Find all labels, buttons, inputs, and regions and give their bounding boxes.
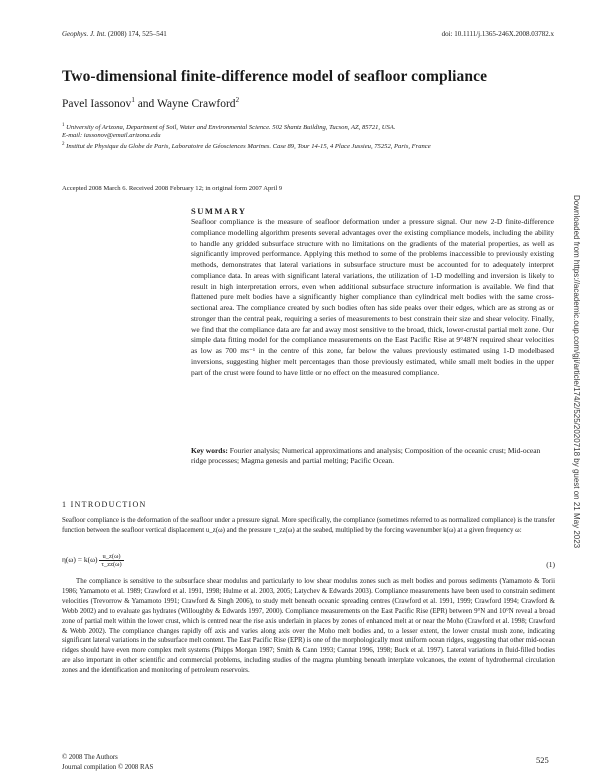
- submission-dates: Accepted 2008 March 6. Received 2008 February 12; in original form 2007 April 9: [62, 185, 283, 192]
- intro-paragraph-1: Seafloor compliance is the deformation of the seafloor under a pressure signal. More specifically, the compliance (sometimes referred to as normalized compliance) is the transfer function between the seafloor vertical displacement u_z(ω) and the pressure τ_zz(ω) at the seabed, multiplied by the forcing wavenumber k(ω) at a given frequency ω:: [62, 517, 555, 534]
- equation-number: (1): [546, 560, 555, 569]
- journal-compilation: Journal compilation © 2008 RAS: [62, 764, 154, 771]
- download-watermark-text[interactable]: Downloaded from https://academic.oup.com/gji/article/174/2/525/2020718 by guest on 21 May 2023: [572, 195, 581, 549]
- page-number: 525: [536, 755, 549, 765]
- summary-heading: SUMMARY: [191, 206, 247, 216]
- keywords-label: Key words:: [191, 446, 228, 455]
- affiliation-text: University of Arizona, Department of Soil, Water and Environmental Science. 502 Shantz Building, Tucson, AZ, 85721, USA.: [66, 124, 396, 132]
- keywords: [191, 446, 554, 466]
- author-name[interactable]: Pavel Iassonov: [62, 97, 132, 110]
- affiliation-marker: 2: [62, 142, 65, 147]
- author-superscript: 2: [235, 96, 240, 104]
- affiliation-text: Institut de Physique du Globe de Paris, Laboratoire de Géosciences Marines. Case 89, Tour 14-15, 4 Place Jussieu, 75252, Paris, France: [66, 143, 431, 151]
- equation-1: [62, 553, 555, 575]
- author-conjunction: and: [134, 97, 157, 110]
- author-name[interactable]: Wayne Crawford: [156, 97, 236, 110]
- copyright: © 2008 The Authors: [62, 754, 118, 761]
- equation-lhs: η(ω) = k(ω): [62, 555, 98, 565]
- affiliation-marker: 1: [62, 123, 65, 128]
- email[interactable]: E-mail: iassonov@email.arizona.edu: [62, 132, 161, 139]
- author-superscript: 1: [131, 96, 135, 104]
- keywords-list: Fourier analysis; Numerical approximations and analysis; Composition of the oceanic crust; Mid-ocean ridge processes; Magma genesis and partial melting; Pacific Ocean.: [191, 446, 541, 465]
- download-watermark: [566, 195, 596, 573]
- journal-name: Geophys. J. Int.: [62, 30, 107, 38]
- equation-numerator: u_z(ω): [99, 553, 123, 561]
- running-header: [62, 30, 167, 38]
- section-heading: 1 INTRODUCTION: [62, 500, 147, 509]
- paper-title: Two-dimensional finite-difference model of seafloor compliance: [62, 68, 488, 85]
- author-line: [62, 96, 239, 110]
- equation-denominator: τ_zz(ω): [101, 561, 122, 568]
- abstract-text: Seafloor compliance is the measure of seafloor deformation under a pressure signal. Our new 2-D finite-difference compliance modelling algorithm presents several advantages over the existing compliance models, including the ability to handle any gridded subsurface structure with no limitations on the gradients of the material properties, as well as significantly improved performance. Applying this method to some of the problems inaccessible to previously existing methods, demonstrates that lateral variations in subsurface structure must be accounted for to adequately interpret compliance data. In areas with significant lateral variations, the utilization of 1-D modelling and inversion is likely to result in high interpretation errors, even when additional subsurface structure information is available. We find that flattened pure melt bodies have a significantly higher compliance than cylindrical melt bodies with the same cross-sectional area. The compliance created by such bodies often has side peaks over their edges, which are as strong as or stronger than the central peak, requiring a series of measurements to best constrain their size and shear velocity. Finally, we find that the compliance data are far and away most sensitive to the broad, thick, lower-crustal partial melt zone. Our simple data fitting model for the compliance measurements on the East Pacific Rise at 9°48′N required shear velocities as low as 700 ms⁻¹ in the centre of this zone, far below the values previously estimated using 1-D modelbased inversions, suggesting higher melt percentages than those previously estimated, while small melt bodies in the upper part of the crust were found to have little or no effect on the measured compliance.: [191, 217, 554, 377]
- citation: (2008) 174, 525–541: [107, 30, 167, 38]
- intro-paragraph-2: The compliance is sensitive to the subsurface shear modulus and particularly to low shear modulus zones such as melt bodies and porous sediments (Yamamoto & Torii 1986; Yamamoto et al. 1989; Crawford et al. 1991, 1998; Hulme et al. 2003, 2005; Latychev & Edwards 2003). Compliance measurements have been used to constrain sediment velocities (Trevorrow & Yamamoto 1991; Crawford & Singh 2006), to study melt beneath oceanic spreading centres (Crawford et al. 1991, 1999; Crawford 1994; Crawford & Webb 2002) and to evaluate gas hydrates (Willoughby & Edwards 1997, 2000). Compliance measurements on the East Pacific Rise (EPR) between 9°N and 10°N reveal a broad zone of partial melt within the lower crust, which is centred near the rise axis underlain in places by zones of enhanced melt at or near the Moho (Crawford et al. 1998; Crawford & Webb 2002). The compliance changes rapidly off axis and varies along axis over the Moho melt bodies and, to a lesser extent, the lower crustal mush zone, indicating significant lateral variations in the subsurface melt content. The East Pacific Rise (EPR) is one of the morphologically most uniform ocean ridges, suggesting that other mid-ocean ridges should have even more complex melt systems (Phipps Morgan 1987; Smith & Cann 1993; Cannat 1996, 1998; Buck et al. 1997). Lateral variations in fluid-filled bodies are also important in other scientific and commercial problems, including studies of the magma plumbing beneath interplate volcanoes, the extent of hydrothermal circulation zones and the identification and monitoring of petroleum reservoirs.: [62, 578, 555, 675]
- affiliation: [62, 123, 395, 131]
- affiliation: [62, 142, 431, 150]
- doi-link[interactable]: doi: 10.1111/j.1365-246X.2008.03782.x: [441, 30, 554, 38]
- equation-fraction: [99, 553, 123, 568]
